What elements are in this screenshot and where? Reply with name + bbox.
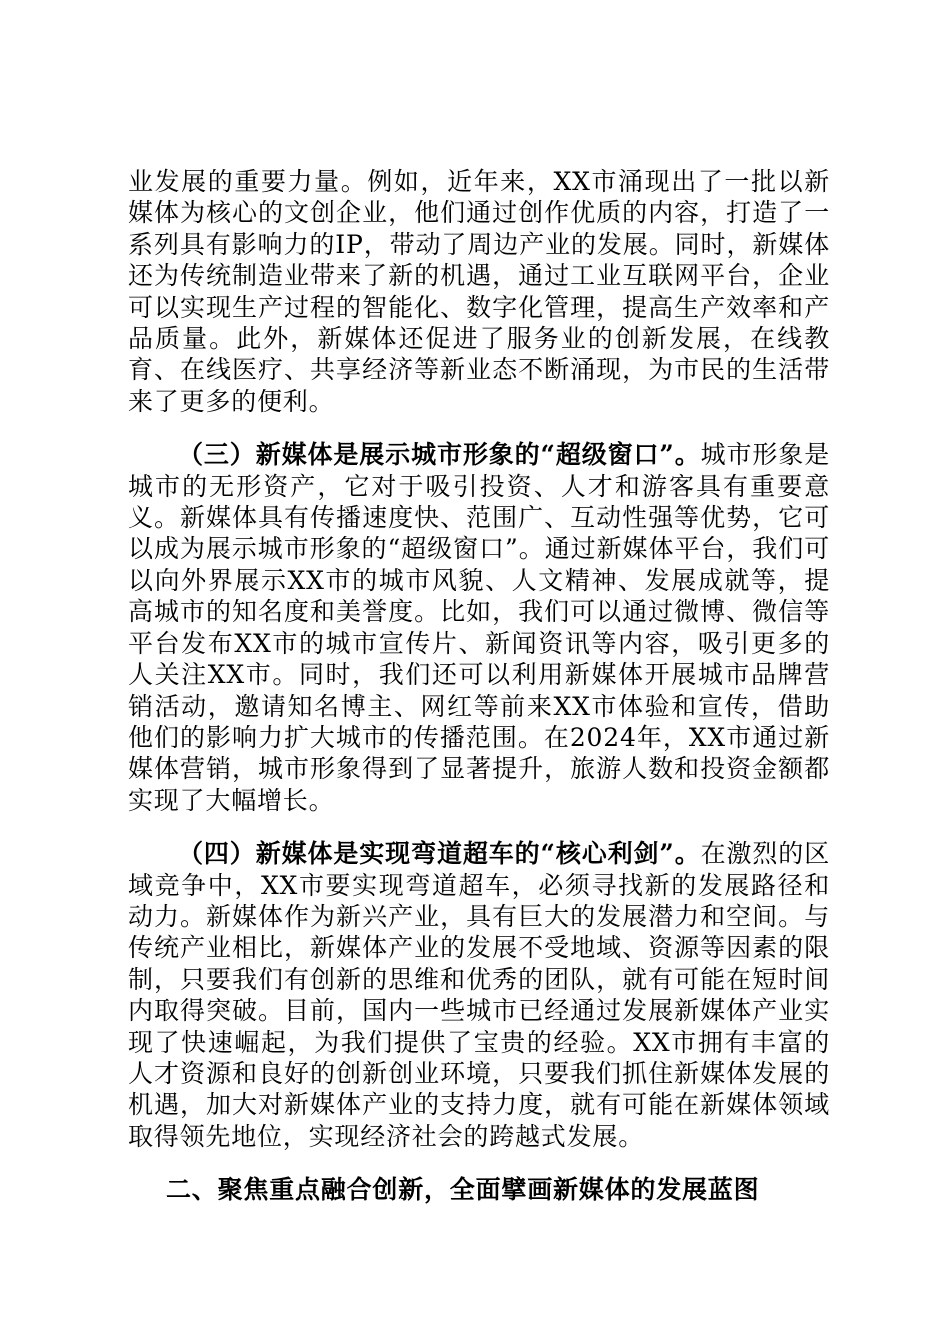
chapter-heading: 二、聚焦重点融合创新，全面擘画新媒体的发展蓝图 — [166, 1175, 760, 1205]
section-three-body: 城市形象是城市的无形资产，它对于吸引投资、人才和游客具有重要意义。新媒体具有传播速度快、范围广、互动性强等优势，它可以成为展示城市形象的“超级窗口”。通过新媒体平台，我们可以向外界展示XX市的城市风貌、人文精神、发展成就等，提高城市的知名度和美誉度。比如，我们可以通过微博、微信等平台发布XX市的城市宣传片、新闻资讯等内容，吸引更多的人关注XX市。同时，我们还可以利用新媒体开展城市品牌营销活动，邀请知名博主、网红等前来XX市体验和宣传，借助他们的影响力扩大城市的传播范围。在2024年，XX市通过新媒体营销，城市形象得到了显著提升，旅游人数和投资金额都实现了大幅增长。 — [128, 440, 830, 815]
section-four-lead: （四）新媒体是实现弯道超车的“核心利剑”。 — [178, 839, 701, 869]
section-three-lead: （三）新媒体是展示城市形象的“超级窗口”。 — [178, 440, 701, 470]
paragraph-section-four — [128, 838, 830, 1152]
section-four-body: 在激烈的区域竞争中，XX市要实现弯道超车，必须寻找新的发展路径和动力。新媒体作为新兴产业，具有巨大的发展潜力和空间。与传统产业相比，新媒体产业的发展不受地域、资源等因素的限制，只要我们有创新的思维和优秀的团队，就有可能在短时间内取得突破。目前，国内一些城市已经通过发展新媒体产业实现了快速崛起，为我们提供了宝贵的经验。XX市拥有丰富的人才资源和良好的创新创业环境，只要我们抓住新媒体发展的机遇，加大对新媒体产业的支持力度，就有可能在新媒体领域取得领先地位，实现经济社会的跨越式发展。 — [128, 839, 830, 1151]
document-page — [128, 166, 830, 1206]
paragraph-continued: 业发展的重要力量。例如，近年来，XX市涌现出了一批以新媒体为核心的文创企业，他们通过创作优质的内容，打造了一系列具有影响力的IP，带动了周边产业的发展。同时，新媒体还为传统制造业带来了新的机遇，通过工业互联网平台，企业可以实现生产过程的智能化、数字化管理，提高生产效率和产品质量。此外，新媒体还促进了服务业的创新发展，在线教育、在线医疗、共享经济等新业态不断涌现，为市民的生活带来了更多的便利。 — [128, 167, 830, 416]
paragraph-section-three — [128, 439, 830, 816]
